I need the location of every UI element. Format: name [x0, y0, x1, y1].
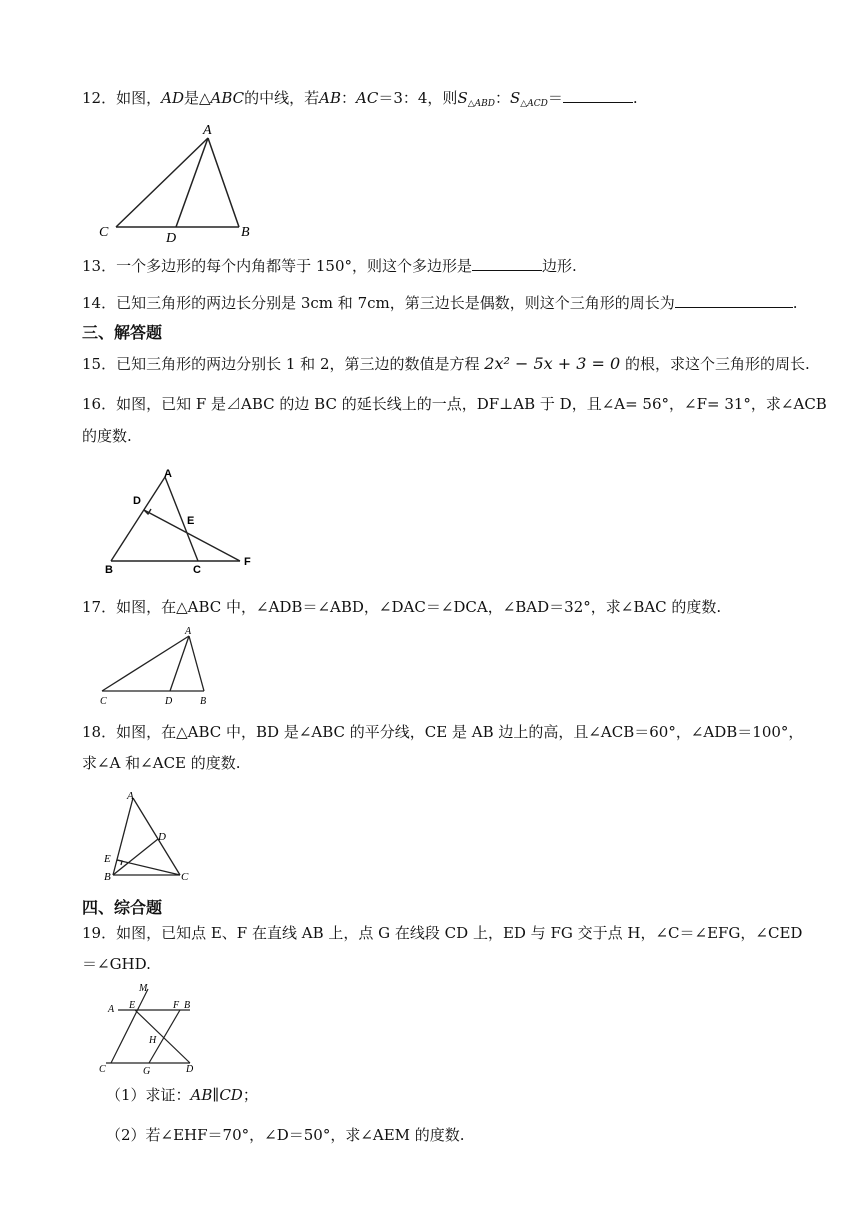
- answer-blank[interactable]: [675, 293, 793, 308]
- question-17: [82, 597, 721, 617]
- point-label-a: A: [108, 1004, 115, 1015]
- section-heading: 四、综合题: [82, 898, 163, 917]
- point-label-c: C: [193, 564, 201, 576]
- point-label-d: D: [165, 696, 173, 707]
- q19-part-text: ；: [242, 1086, 258, 1104]
- question-19-part-1: [106, 1085, 258, 1105]
- question-number: 15．: [82, 355, 117, 373]
- triangle-abc: ABC: [210, 89, 245, 107]
- q14-text: .: [792, 294, 798, 312]
- q13-text: 一个多边形的每个内角都等于 150°，则这个多边形是: [116, 257, 472, 275]
- question-15: [82, 354, 810, 374]
- q12-text: 是△: [183, 89, 211, 107]
- equation: 2x² − 5x + 3 = 0: [484, 354, 621, 373]
- point-label-f: F: [173, 1000, 180, 1011]
- question-19-line-2: ＝∠GHD.: [82, 955, 151, 973]
- q12-text: ＝: [547, 89, 563, 107]
- point-label-d: D: [133, 495, 141, 507]
- point-label-b: B: [105, 564, 113, 576]
- point-label-b: B: [200, 696, 207, 707]
- parallel-expression: AB∥CD: [190, 1086, 243, 1104]
- point-label-b: B: [184, 1000, 191, 1011]
- q19-part-text: （1）求证：: [106, 1086, 191, 1104]
- question-19-part-2: （2）若∠EHF＝70°，∠D＝50°，求∠AEM 的度数.: [106, 1126, 465, 1144]
- q12-text: 的中线，若: [244, 89, 320, 107]
- question-12: [82, 88, 638, 114]
- figure-q16: [100, 462, 260, 577]
- question-14: [82, 293, 798, 313]
- point-label-f: F: [244, 556, 251, 568]
- point-label-a: A: [203, 123, 212, 138]
- question-19-line-1: [82, 923, 802, 943]
- figure-q17: [94, 622, 216, 708]
- point-label-m: M: [139, 983, 148, 994]
- q12-text: ：: [494, 89, 510, 107]
- q15-text: 的根，求这个三角形的周长.: [624, 355, 810, 373]
- point-label-a: A: [185, 626, 192, 637]
- segment-ac: AC: [356, 89, 379, 107]
- area-subscript: △ABD: [467, 99, 495, 109]
- question-number: 12．: [82, 89, 117, 107]
- q12-text: ＝3：4，则: [378, 89, 458, 107]
- question-number: 13．: [82, 257, 117, 275]
- segment-ad: AD: [161, 89, 184, 107]
- area-symbol: S: [457, 89, 468, 107]
- point-label-c: C: [100, 696, 107, 707]
- figure-q12: [96, 120, 261, 245]
- q18-text: 如图，在△ABC 中，BD 是∠ABC 的平分线，CE 是 AB 边上的高，且∠ACB＝60°，∠ADB＝100°，: [116, 723, 804, 741]
- question-number: 14．: [82, 294, 117, 312]
- q12-text: .: [632, 89, 638, 107]
- answer-blank[interactable]: [472, 256, 542, 271]
- q17-text: 如图，在△ABC 中，∠ADB＝∠ABD，∠DAC＝∠DCA，∠BAD＝32°，求∠BAC 的度数.: [116, 598, 722, 616]
- q16-text: 如图，已知 F 是⊿ABC 的边 BC 的延长线上的一点，DF⊥AB 于 D，且∠A= 56°，∠F= 31°，求∠ACB: [116, 395, 827, 413]
- answer-blank[interactable]: [563, 88, 633, 103]
- point-label-c: C: [99, 225, 109, 240]
- point-label-g: G: [143, 1066, 151, 1077]
- segment-ab: AB: [319, 89, 342, 107]
- question-13: [82, 256, 577, 276]
- q19-text: 如图，已知点 E、F 在直线 AB 上，点 G 在线段 CD 上，ED 与 FG 交于点 H，∠C＝∠EFG，∠CED: [116, 924, 803, 942]
- q12-text: 如图，: [116, 89, 162, 107]
- point-label-a: A: [127, 790, 134, 802]
- point-label-e: E: [129, 1000, 136, 1011]
- area-symbol: S: [510, 89, 521, 107]
- point-label-d: D: [186, 1064, 194, 1075]
- point-label-b: B: [241, 225, 250, 240]
- point-label-e: E: [104, 853, 111, 865]
- q14-text: 已知三角形的两边长分别是 3cm 和 7cm，第三边长是偶数，则这个三角形的周长为: [116, 294, 675, 312]
- question-number: 16．: [82, 395, 117, 413]
- point-label-b: B: [104, 871, 111, 883]
- question-number: 19．: [82, 924, 117, 942]
- point-label-c: C: [181, 871, 189, 883]
- question-18-line-1: [82, 722, 803, 742]
- area-subscript: △ACD: [520, 99, 548, 109]
- q12-text: ：: [341, 89, 357, 107]
- question-number: 17．: [82, 598, 117, 616]
- point-label-d: D: [166, 231, 177, 246]
- section-heading: 三、解答题: [82, 323, 163, 342]
- question-16-line-2: 的度数.: [82, 427, 132, 445]
- question-16-line-1: [82, 394, 827, 414]
- figure-q18: [100, 788, 200, 886]
- figure-q19: [98, 980, 208, 1075]
- question-number: 18．: [82, 723, 117, 741]
- q15-text: 已知三角形的两边分别长 1 和 2，第三边的数值是方程: [116, 355, 480, 373]
- point-label-e: E: [187, 515, 195, 527]
- point-label-h: H: [149, 1035, 157, 1046]
- point-label-c: C: [99, 1064, 106, 1075]
- point-label-d: D: [158, 831, 166, 843]
- point-label-a: A: [164, 468, 172, 480]
- q13-text: 边形.: [542, 257, 577, 275]
- question-18-line-2: 求∠A 和∠ACE 的度数.: [82, 754, 241, 772]
